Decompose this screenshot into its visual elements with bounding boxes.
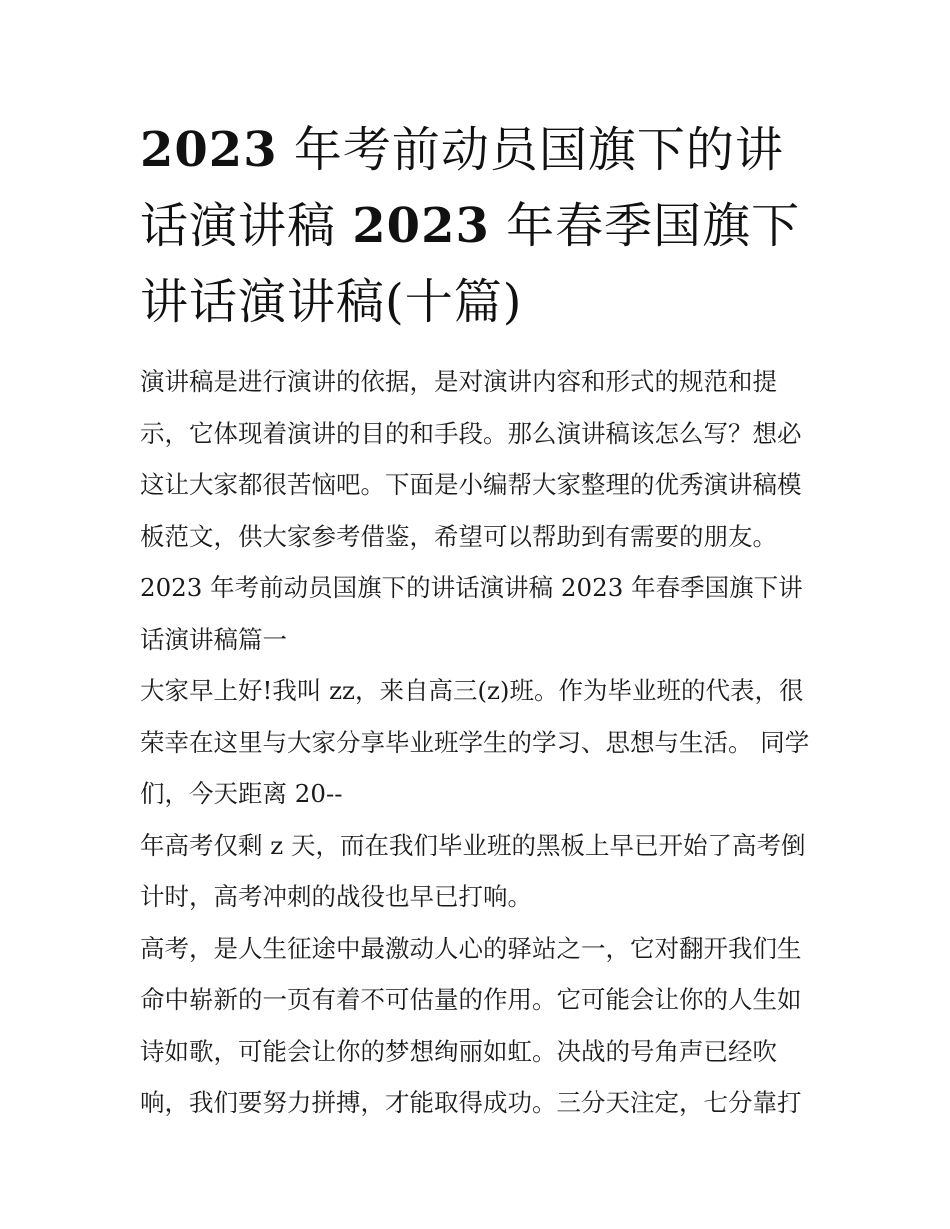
title-text-2: 年春季国旗下讲话演讲稿(十篇): [140, 198, 801, 330]
countdown-paragraph: 年高考仅剩 z 天，而在我们毕业班的黑板上早已开始了高考倒计时，高考冲刺的战役也早已打响。: [140, 830, 806, 911]
section-heading: 2023 年考前动员国旗下的讲话演讲稿 2023 年春季国旗下讲话演讲稿篇一: [140, 573, 803, 654]
document-title: [140, 112, 820, 340]
title-year-1: 2023: [140, 122, 278, 178]
exam-paragraph: 高考，是人生征途中最激动人心的驿站之一，它对翻开我们生命中崭新的一页有着不可估量的作用。它可能会让你的人生如诗如歌，可能会让你的梦想绚丽如虹。决战的号角声已经吹响，我们要努力拼搏，才能取得成功。三分天注定，七分靠打: [140, 933, 802, 1117]
title-text-1: 年考前动员国旗下的讲话演讲稿: [140, 122, 784, 254]
title-year-2: 2023: [352, 198, 490, 254]
greeting-paragraph: 大家早上好!我叫 zz，来自高三(z)班。作为毕业班的代表，很荣幸在这里与大家分享毕业班学生的学习、思想与生活。 同学们，今天距离 20--: [140, 676, 810, 808]
document-body: [140, 356, 815, 1129]
intro-paragraph: 演讲稿是进行演讲的依据，是对演讲内容和形式的规范和提示，它体现着演讲的目的和手段。那么演讲稿该怎么写？想必这让大家都很苦恼吧。下面是小编帮大家整理的优秀演讲稿模板范文，供大家参考借鉴，希望可以帮助到有需要的朋友。: [140, 367, 802, 551]
